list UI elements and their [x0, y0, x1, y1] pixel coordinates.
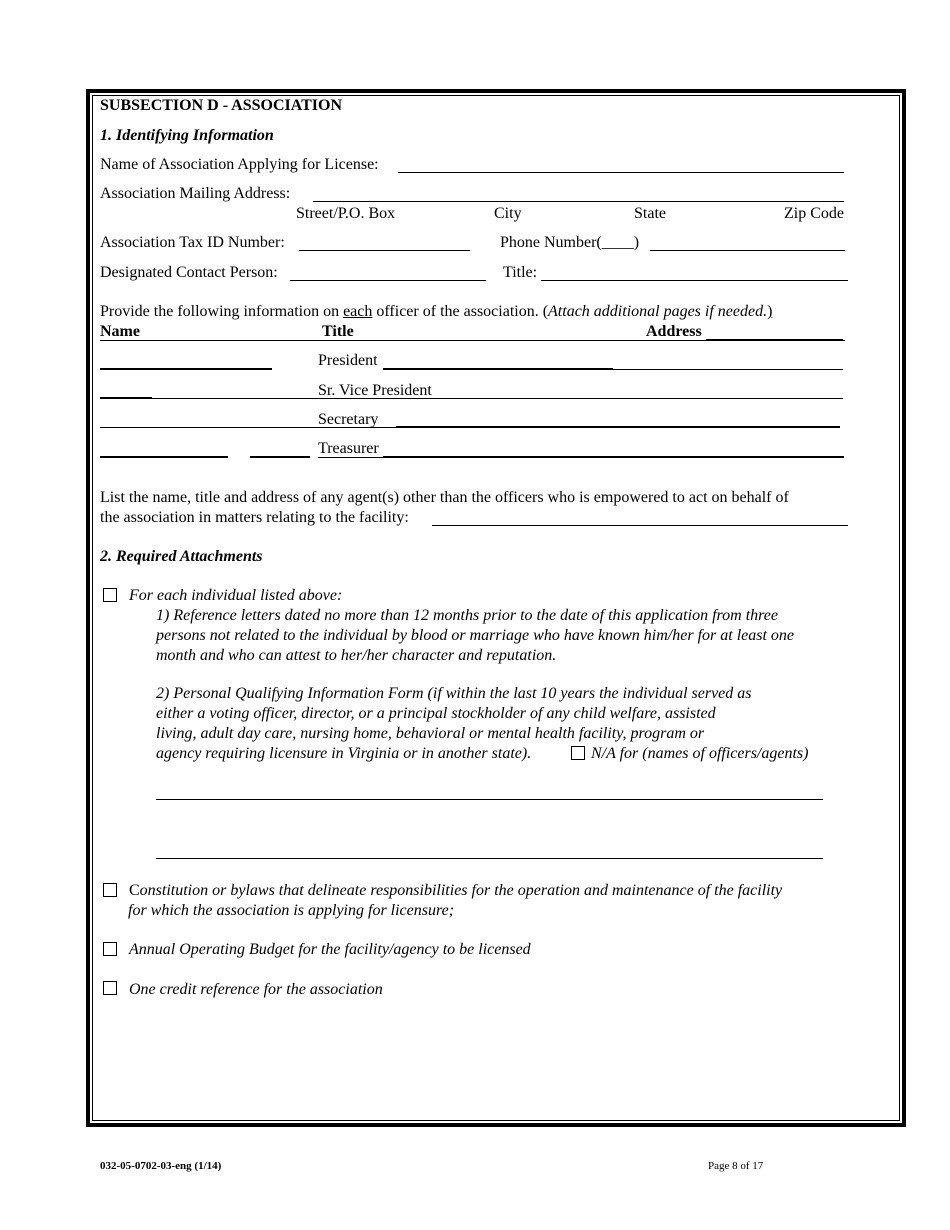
officers-col-title: Title — [322, 323, 354, 340]
na-names-field-1[interactable] — [156, 799, 823, 800]
contact-title-label: Title: — [503, 264, 538, 281]
contact-person-label: Designated Contact Person: — [100, 264, 278, 281]
association-name-field[interactable] — [398, 172, 844, 173]
zip-caption: Zip Code — [784, 205, 844, 222]
agents-instruction-line1: List the name, title and address of any agent(s) other than the officers who is empowered to act on behalf of — [100, 489, 789, 506]
treasurer-name-field-ext[interactable] — [250, 456, 310, 458]
constitution-checkbox[interactable] — [103, 883, 117, 897]
sr-vp-address-field[interactable] — [443, 398, 843, 399]
pqi-line3: living, adult day care, nursing home, behavioral or mental health facility, program or — [156, 725, 705, 742]
officer-treasurer: Treasurer — [318, 440, 379, 457]
na-names-field-2[interactable] — [156, 858, 823, 859]
section-attachments-heading: 2. Required Attachments — [100, 548, 263, 565]
contact-person-field[interactable] — [290, 280, 486, 281]
officers-col-name: Name — [100, 323, 140, 340]
secretary-address-field[interactable] — [396, 426, 840, 428]
reference-letters-line1: 1) Reference letters dated no more than 12 months prior to the date of this application from three — [156, 607, 778, 624]
na-label: N/A for (names of officers/agents) — [591, 745, 809, 762]
mailing-address-field[interactable] — [313, 201, 844, 202]
contact-title-field[interactable] — [541, 280, 848, 281]
credit-checkbox[interactable] — [103, 981, 117, 995]
constitution-line2: for which the association is applying for licensure; — [128, 902, 455, 919]
constitution-line1: Constitution or bylaws that delineate responsibilities for the operation and maintenance of the facility — [129, 882, 783, 899]
subsection-title: SUBSECTION D - ASSOCIATION — [100, 97, 342, 114]
treasurer-label-underline — [318, 457, 383, 458]
treasurer-address-field[interactable] — [383, 456, 844, 458]
secretary-name-field[interactable] — [100, 427, 318, 428]
secretary-label-underline — [318, 427, 396, 428]
officers-intro: Provide the following information on each officer of the association. (Attach additional pages if needed.) — [100, 303, 773, 320]
mailing-address-label: Association Mailing Address: — [100, 185, 291, 202]
phone-label: Phone Number(____) — [500, 234, 640, 251]
president-name-field[interactable] — [100, 368, 272, 370]
tax-id-field[interactable] — [299, 250, 470, 251]
phone-field[interactable] — [650, 250, 845, 251]
sr-vp-name-field[interactable] — [100, 397, 152, 399]
agents-field[interactable] — [432, 525, 848, 526]
each-individual-label: For each individual listed above: — [129, 587, 343, 604]
each-individual-checkbox[interactable] — [103, 588, 117, 602]
page-number: Page 8 of 17 — [708, 1160, 764, 1172]
budget-label: Annual Operating Budget for the facility/agency to be licensed — [129, 941, 531, 958]
president-address-field[interactable] — [613, 369, 843, 370]
sr-vp-label-underline — [318, 398, 443, 399]
officer-president: President — [318, 352, 378, 369]
form-id: 032-05-0702-03-eng (1/14) — [100, 1160, 222, 1172]
sr-vp-name-field-ext[interactable] — [152, 398, 318, 399]
agents-instruction-line2: the association in matters relating to the facility: — [100, 509, 409, 526]
state-caption: State — [634, 205, 666, 222]
president-title-field[interactable] — [383, 368, 613, 370]
officer-secretary: Secretary — [318, 411, 379, 428]
tax-id-label: Association Tax ID Number: — [100, 234, 285, 251]
budget-checkbox[interactable] — [103, 942, 117, 956]
reference-letters-line3: month and who can attest to her/her character and reputation. — [156, 647, 557, 664]
officers-col-address: Address — [646, 323, 702, 340]
pqi-line1: 2) Personal Qualifying Information Form (if within the last 10 years the individual served as — [156, 685, 752, 702]
credit-label: One credit reference for the association — [129, 981, 383, 998]
officer-sr-vice-president: Sr. Vice President — [318, 382, 432, 399]
reference-letters-line2: persons not related to the individual by blood or marriage who have known him/her for at least one — [156, 627, 795, 644]
section-identifying-heading: 1. Identifying Information — [100, 127, 274, 144]
address-header-field — [706, 339, 843, 341]
street-caption: Street/P.O. Box — [296, 205, 396, 222]
pqi-line2: either a voting officer, director, or a principal stockholder of any child welfare, assisted — [156, 705, 716, 722]
association-name-label: Name of Association Applying for License: — [100, 156, 379, 173]
treasurer-name-field[interactable] — [100, 456, 228, 458]
city-caption: City — [494, 205, 522, 222]
na-checkbox[interactable] — [571, 746, 585, 760]
pqi-line4: agency requiring licensure in Virginia or in another state). — [156, 745, 532, 762]
